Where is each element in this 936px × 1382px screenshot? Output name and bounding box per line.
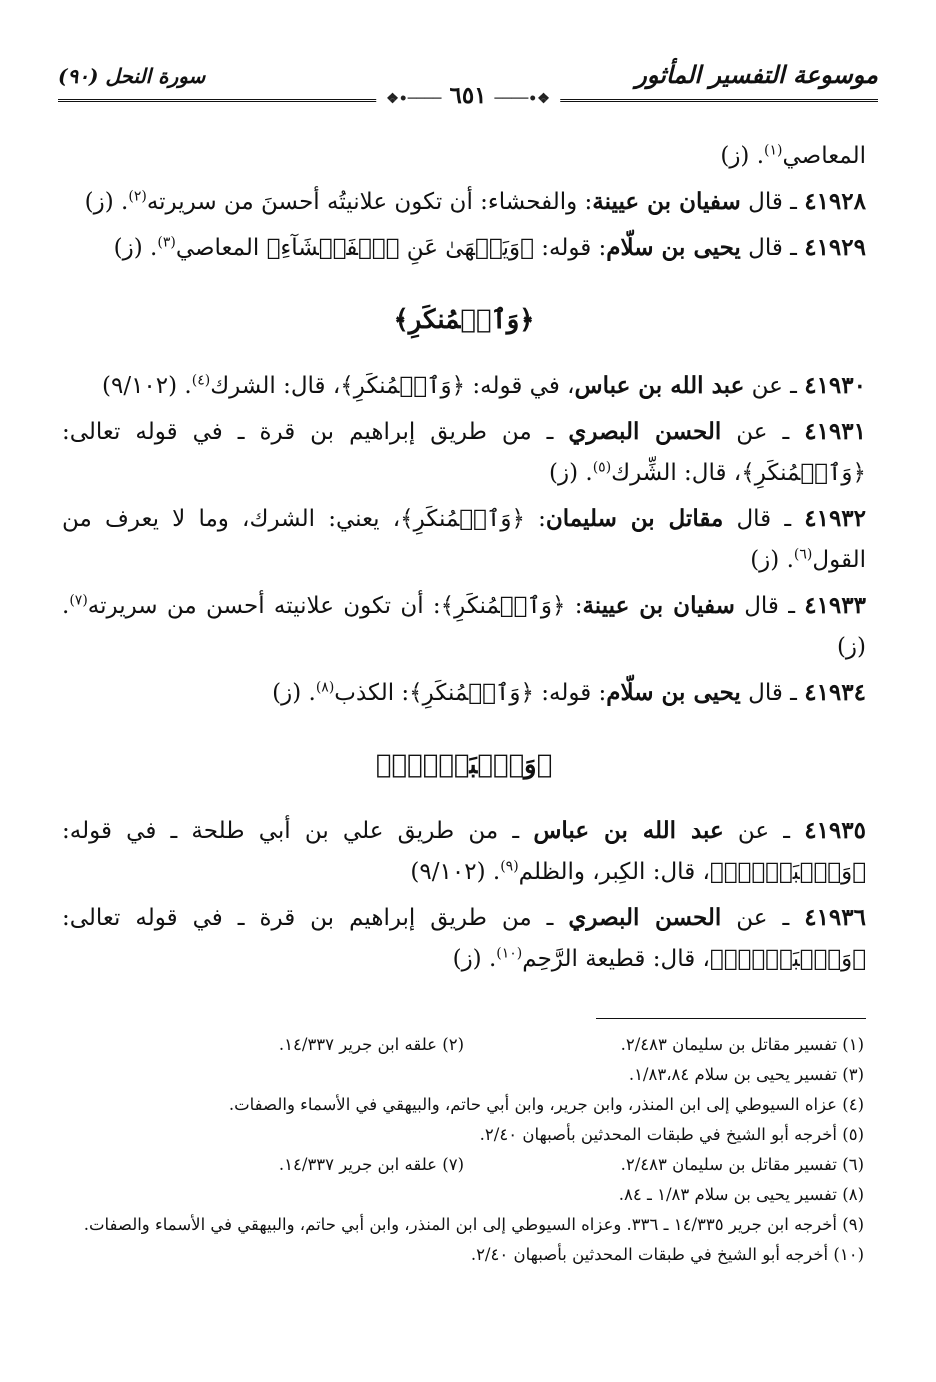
entry-tail: . (ز) [272, 680, 316, 706]
narrator-name: مقاتل بن سليمان [545, 505, 724, 532]
footnote-3: (٣) تفسير يحيى بن سلام ١/٨٣،٨٤. [628, 1065, 864, 1084]
narrator-name: سفيان بن عيينة [592, 188, 741, 215]
entry-pre: ـ عن [723, 818, 805, 844]
entry-41930 [62, 365, 866, 407]
entry-number: ٤١٩٢٨ [804, 188, 866, 215]
entry-41936 [62, 897, 866, 980]
narrator-name: عبد الله بن عباس [574, 372, 745, 399]
entry-tail: . (٩/١٠٢) [410, 859, 501, 885]
page-number-block [376, 82, 560, 109]
entry-number: ٤١٩٣٥ [804, 817, 866, 844]
footnote-10: (١٠) أخرجه أبو الشيخ في طبقات المحدثين بأصبهان ٢/٤٠. [470, 1245, 864, 1264]
entry-41935 [62, 810, 866, 893]
entry-number: ٤١٩٣٢ [804, 505, 867, 532]
footnote-ref: (٦) [793, 546, 813, 563]
page-header [58, 58, 878, 109]
entry-pre: ـ قال [734, 593, 805, 619]
intro-tail: . (ز) [720, 143, 765, 169]
entry-tail: . (ز) [452, 946, 497, 972]
entry-41934 [62, 672, 866, 714]
footnote-ref: (٧) [69, 592, 88, 609]
entry-number: ٤١٩٣٦ [804, 904, 866, 931]
footnote-row [62, 1150, 864, 1180]
entry-text: : قوله: ﴿وَيَنۡهَىٰ عَنِ ٱلۡفَحۡشَآءِ﴾ المعاصي [175, 235, 607, 261]
entry-41932 [62, 498, 866, 581]
entry-pre: ـ قال [740, 235, 805, 261]
entry-tail: . (ز) [84, 189, 129, 215]
entry-tail: . (٩/١٠٢) [101, 373, 192, 399]
entry-pre: ـ قال [740, 189, 805, 215]
ornament-right-icon: ────•❖ [494, 91, 550, 107]
entry-text: ـ من طريق علي بن أبي طلحة ـ في قوله: ﴿وَٱلۡبَغۡيِۚ﴾، قال: الكِبر، والظلم [62, 818, 866, 885]
entry-number: ٤١٩٢٩ [804, 234, 866, 261]
footnote-ref: (٣) [157, 234, 176, 251]
footnote-5: (٥) أخرجه أبو الشيخ في طبقات المحدثين بأصبهان ٢/٤٠. [479, 1125, 864, 1144]
entry-pre: ـ عن [744, 373, 805, 399]
footnote-row [62, 1120, 864, 1150]
entry-41929 [62, 227, 866, 269]
footnote-ref: (٩) [500, 858, 519, 875]
entry-number: ٤١٩٣٣ [804, 592, 866, 619]
entry-number: ٤١٩٣٠ [804, 372, 866, 399]
entry-number: ٤١٩٣٤ [804, 679, 866, 706]
footnotes-separator [596, 1018, 866, 1019]
entry-tail: . (ز) [113, 235, 158, 261]
narrator-name: يحيى بن سلّام [606, 234, 741, 261]
footnote-9: (٩) أخرجه ابن جرير ١٤/٣٣٥ ـ ٣٣٦. وعزاه السيوطي إلى ابن المنذر، وابن أبي حاتم، والبيهقي في الأسماء والصفات. [83, 1215, 864, 1234]
narrator-name: سفيان بن عيينة [582, 592, 735, 619]
narrator-name: عبد الله بن عباس [533, 817, 724, 844]
entry-41931 [62, 411, 866, 494]
page-number: ٦٥١ [449, 82, 487, 109]
section-heading-munkar: ﴿وَٱلۡمُنكَرِ﴾ [393, 305, 535, 335]
section-heading-baghy: ﴿وَٱلۡبَغۡيِۚ﴾ [375, 750, 553, 780]
footnote-ref: (١) [764, 142, 783, 159]
intro-line [62, 136, 866, 177]
entry-text: ـ من طريق إبراهيم بن قرة ـ في قوله تعالى: ﴿وَٱلۡبَغۡيِۚ﴾، قال: قطيعة الرَّحِم [62, 905, 866, 972]
entry-tail: . (ز) [62, 593, 866, 660]
footnote-ref: (٤) [191, 372, 211, 389]
entry-tail: . (ز) [549, 460, 593, 486]
narrator-name: يحيى بن سلّام [606, 679, 741, 706]
narrator-name: الحسن البصري [568, 904, 722, 931]
entry-pre: ـ عن [721, 419, 805, 445]
footnote-1: (١) تفسير مقاتل بن سليمان ٢/٤٨٣. [620, 1035, 864, 1054]
footnote-ref: (٨) [315, 679, 335, 696]
footnote-ref: (٢) [128, 188, 147, 205]
entry-text: : ﴿وَٱلۡمُنكَرِ﴾، يعني: الشرك، وما لا يعرف من القول [62, 506, 866, 573]
page-body [62, 136, 866, 984]
entry-41928 [62, 181, 866, 223]
entry-tail: . (ز) [750, 547, 794, 573]
footnote-row [62, 1240, 864, 1270]
entry-text: : قوله: ﴿وَٱلۡمُنكَرِ﴾: الكذب [334, 680, 607, 706]
book-title: موسوعة التفسير المأثور [635, 60, 878, 89]
footnote-row [62, 1180, 864, 1210]
entry-41933 [62, 585, 866, 668]
entry-pre: ـ عن [721, 905, 805, 931]
footnote-row [62, 1030, 864, 1060]
footnote-2: (٢) علقه ابن جرير ١٤/٣٣٧. [278, 1035, 464, 1054]
footnote-row [62, 1060, 864, 1090]
footnote-7: (٧) علقه ابن جرير ١٤/٣٣٧. [278, 1155, 464, 1174]
entry-pre: ـ قال [740, 680, 805, 706]
footnotes [62, 1030, 864, 1270]
footnote-ref: (١٠) [496, 945, 523, 962]
entry-pre: ـ قال [723, 506, 805, 532]
footnote-row [62, 1090, 864, 1120]
ornament-left-icon: ❖•──── [386, 91, 442, 107]
entry-text: : ﴿وَٱلۡمُنكَرِ﴾: أن تكون علانيته أحسن من سريرته [87, 593, 583, 619]
intro-text: المعاصي [782, 143, 866, 169]
footnote-8: (٨) تفسير يحيى بن سلام ١/٨٣ ـ ٨٤. [618, 1185, 864, 1204]
footnote-ref: (٥) [592, 459, 612, 476]
narrator-name: الحسن البصري [568, 418, 722, 445]
entry-text: ، في قوله: ﴿وَٱلۡمُنكَرِ﴾، قال: الشرك [210, 373, 575, 399]
entry-text: : والفحشاء: أن تكون علانيتُه أحسنَ من سريرته [146, 189, 593, 215]
entry-text: ـ من طريق إبراهيم بن قرة ـ في قوله تعالى: ﴿وَٱلۡمُنكَرِ﴾، قال: الشِّرك [62, 419, 866, 486]
entry-number: ٤١٩٣١ [804, 418, 866, 445]
footnote-4: (٤) عزاه السيوطي إلى ابن المنذر، وابن جرير، وابن أبي حاتم، والبيهقي في الأسماء والصفات. [228, 1095, 864, 1114]
surah-title: سورة النحل (٩٠) [58, 64, 206, 88]
footnote-6: (٦) تفسير مقاتل بن سليمان ٢/٤٨٣. [620, 1155, 864, 1174]
